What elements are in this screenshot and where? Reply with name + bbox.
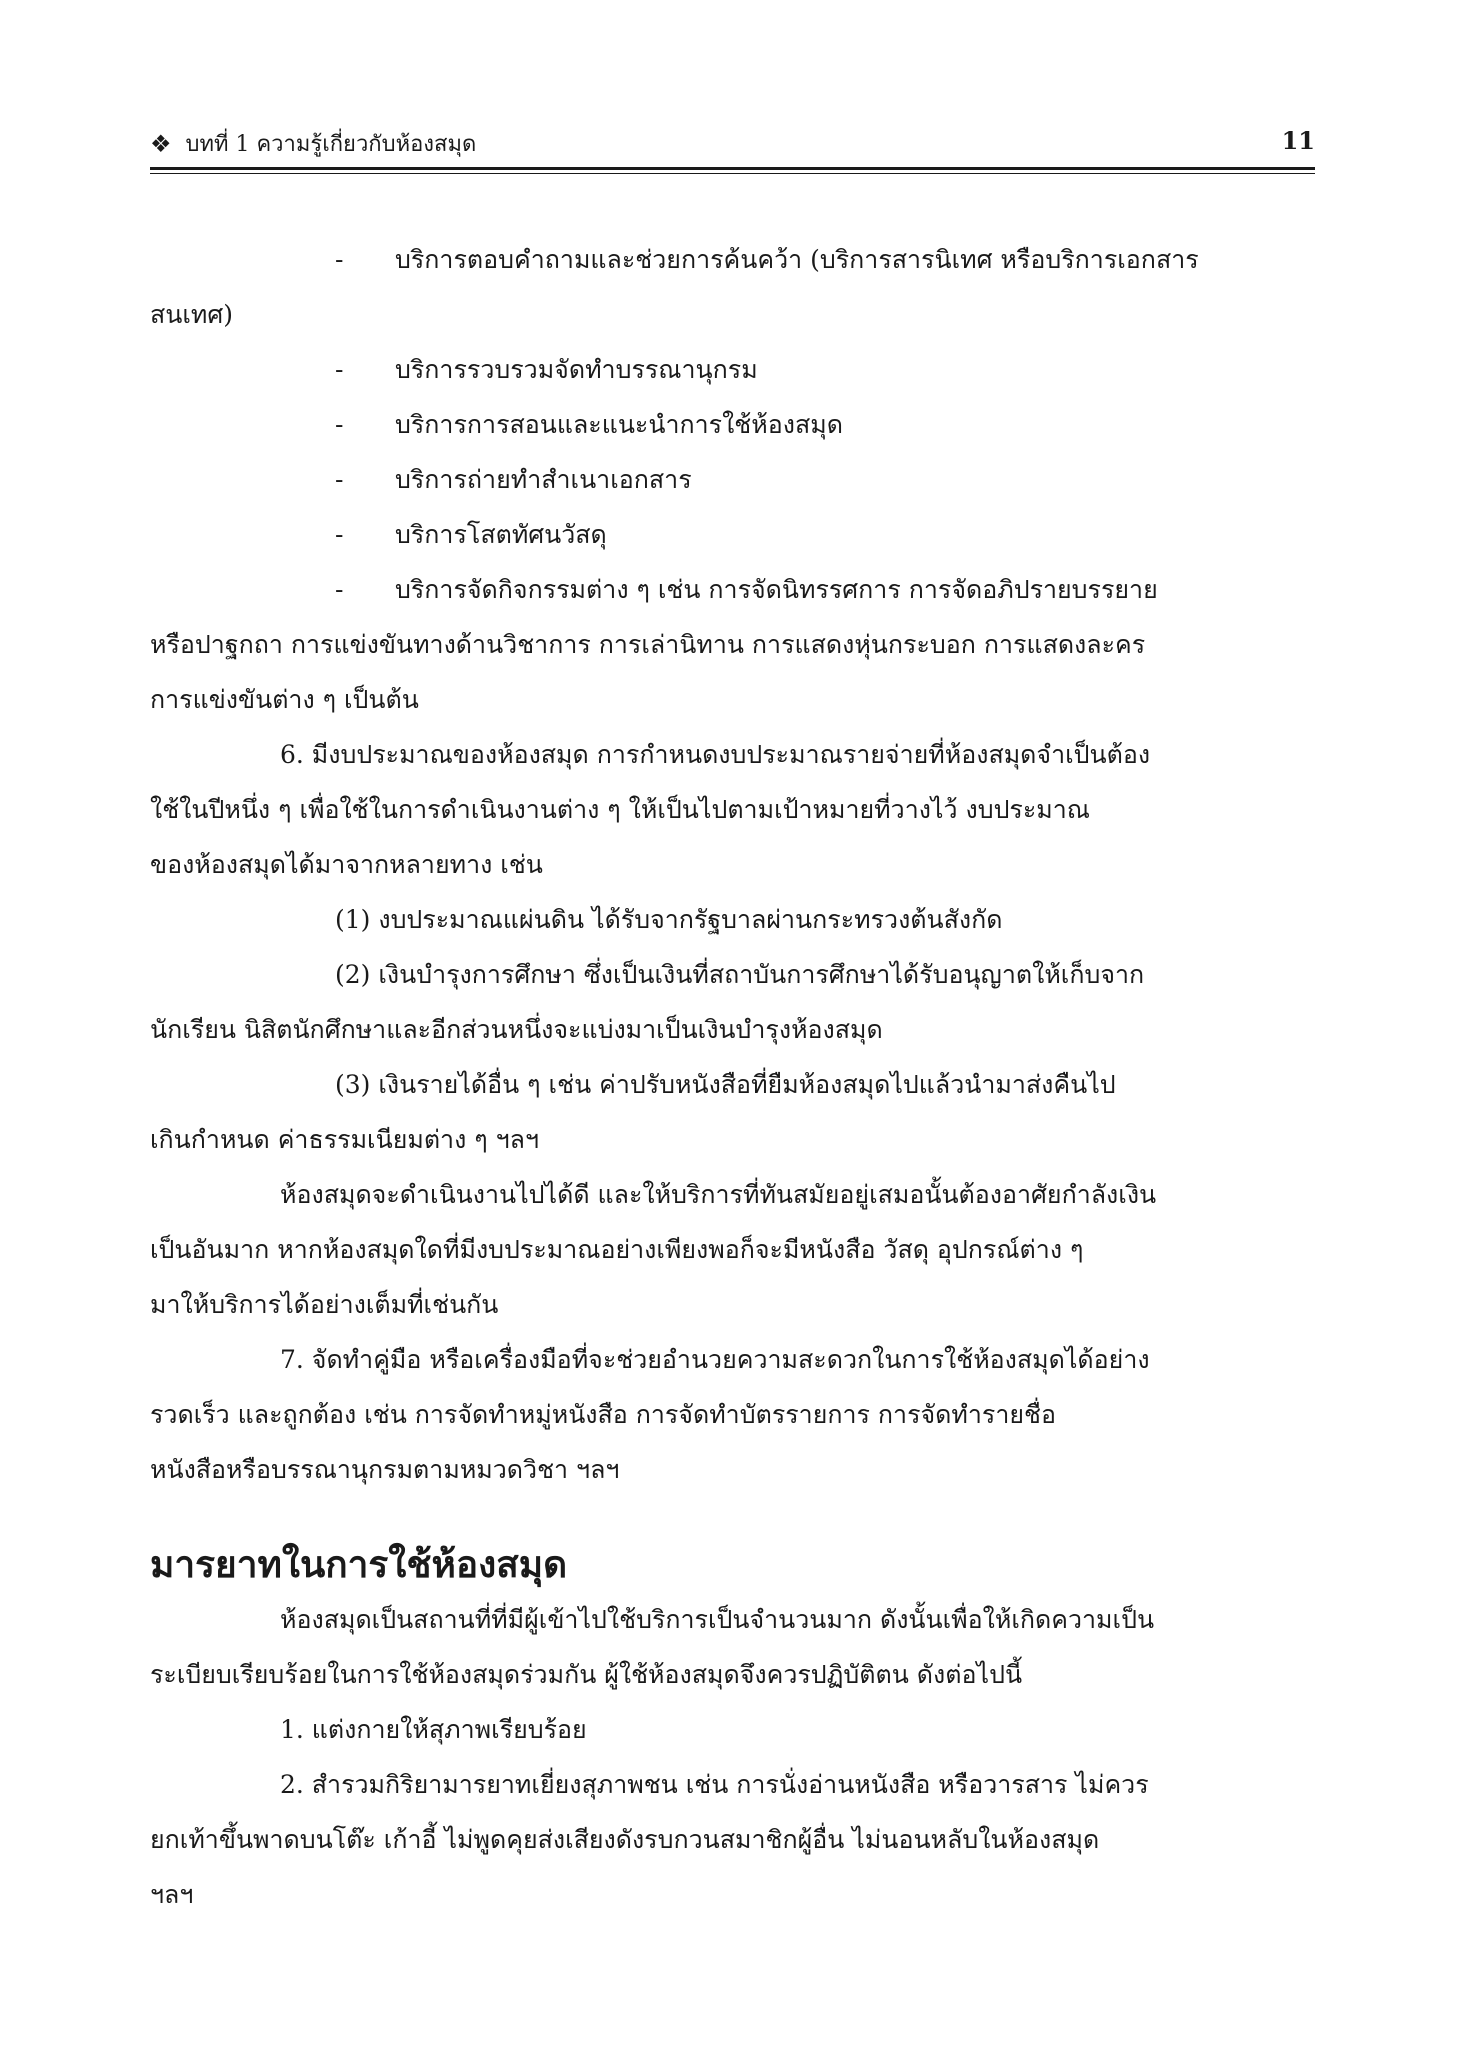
paragraph-line: หนังสือหรือบรรณานุกรมตามหมวดวิชา ฯลฯ [150, 1455, 620, 1484]
rule-item-line: ฯลฯ [150, 1880, 194, 1909]
list-item [150, 452, 1315, 507]
diamond-bullet-icon: ❖ [150, 129, 172, 158]
paragraph-line: 6. มีงบประมาณของห้องสมุด การกำหนดงบประมาณรายจ่ายที่ห้องสมุดจำเป็นต้อง [280, 740, 1151, 769]
paragraph-line: ใช้ในปีหนึ่ง ๆ เพื่อใช้ในการดำเนินงานต่าง ๆ ให้เป็นไปตามเป้าหมายที่วางไว้ งบประมาณ [150, 795, 1091, 824]
sub-item-line: (2) เงินบำรุงการศึกษา ซึ่งเป็นเงินที่สถาบันการศึกษาได้รับอนุญาตให้เก็บจาก [335, 960, 1145, 989]
dash-bullet: - [335, 410, 344, 439]
sub-item-line: (1) งบประมาณแผ่นดิน ได้รับจากรัฐบาลผ่านกระทรวงต้นสังกัด [335, 905, 1003, 934]
paragraph-line: เป็นอันมาก หากห้องสมุดใดที่มีงบประมาณอย่างเพียงพอก็จะมีหนังสือ วัสดุ อุปกรณ์ต่าง ๆ [150, 1235, 1084, 1264]
sub-item-line: นักเรียน นิสิตนักศึกษาและอีกส่วนหนึ่งจะแบ่งมาเป็นเงินบำรุงห้องสมุด [150, 1015, 883, 1044]
rule-item-line: 2. สำรวมกิริยามารยาทเยี่ยงสุภาพชน เช่น การนั่งอ่านหนังสือ หรือวารสาร ไม่ควร [280, 1770, 1149, 1799]
section-heading: มารยาทในการใช้ห้องสมุด [150, 1543, 568, 1586]
sub-item-line: (3) เงินรายได้อื่น ๆ เช่น ค่าปรับหนังสือที่ยืมห้องสมุดไปแล้วนำมาส่งคืนไป [335, 1070, 1116, 1099]
list-item-continuation: การแข่งขันต่าง ๆ เป็นต้น [150, 685, 419, 714]
paragraph-line: ห้องสมุดเป็นสถานที่ที่มีผู้เข้าไปใช้บริการเป็นจำนวนมาก ดังนั้นเพื่อให้เกิดความเป็น [280, 1605, 1155, 1634]
list-item-text: บริการถ่ายทำสำเนาเอกสาร [395, 465, 692, 494]
running-header [150, 126, 476, 161]
sub-item-line: เกินกำหนด ค่าธรรมเนียมต่าง ๆ ฯลฯ [150, 1125, 540, 1154]
dash-bullet: - [335, 465, 344, 494]
dash-bullet: - [335, 355, 344, 384]
header-rule-thick [150, 167, 1315, 170]
page-number: 11 [1281, 126, 1315, 155]
dash-bullet: - [335, 575, 344, 604]
list-item-text: บริการการสอนและแนะนำการใช้ห้องสมุด [395, 410, 843, 439]
list-item [150, 507, 1315, 562]
body-text [150, 232, 1315, 1922]
paragraph-line: ของห้องสมุดได้มาจากหลายทาง เช่น [150, 850, 543, 879]
list-item [150, 562, 1315, 617]
header-rule-thin [150, 173, 1315, 174]
paragraph-line: 7. จัดทำคู่มือ หรือเครื่องมือที่จะช่วยอำนวยความสะดวกในการใช้ห้องสมุดได้อย่าง [280, 1345, 1150, 1374]
list-item-text: บริการรวบรวมจัดทำบรรณานุกรม [395, 355, 758, 384]
list-item [150, 397, 1315, 452]
list-item [150, 342, 1315, 397]
chapter-title: บทที่ 1 ความรู้เกี่ยวกับห้องสมุด [185, 132, 477, 157]
paragraph-line: ห้องสมุดจะดำเนินงานไปได้ดี และให้บริการที่ทันสมัยอยู่เสมอนั้นต้องอาศัยกำลังเงิน [280, 1180, 1157, 1209]
list-item [150, 232, 1315, 287]
list-item-continuation: หรือปาฐกถา การแข่งขันทางด้านวิชาการ การเล่านิทาน การแสดงหุ่นกระบอก การแสดงละคร [150, 630, 1146, 659]
dash-bullet: - [335, 520, 344, 549]
dash-bullet: - [335, 245, 344, 274]
list-item-text: บริการตอบคำถามและช่วยการค้นคว้า (บริการสารนิเทศ หรือบริการเอกสาร [395, 245, 1199, 274]
list-item-text: บริการโสตทัศนวัสดุ [395, 520, 607, 549]
rule-item-line: ยกเท้าขึ้นพาดบนโต๊ะ เก้าอี้ ไม่พูดคุยส่งเสียงดังรบกวนสมาชิกผู้อื่น ไม่นอนหลับในห้องสมุด [150, 1825, 1100, 1854]
list-item-continuation: สนเทศ) [150, 300, 233, 329]
rule-item-line: 1. แต่งกายให้สุภาพเรียบร้อย [280, 1715, 587, 1744]
list-item-text: บริการจัดกิจกรรมต่าง ๆ เช่น การจัดนิทรรศการ การจัดอภิปรายบรรยาย [395, 575, 1158, 604]
paragraph-line: ระเบียบเรียบร้อยในการใช้ห้องสมุดร่วมกัน ผู้ใช้ห้องสมุดจึงควรปฏิบัติตน ดังต่อไปนี้ [150, 1660, 1023, 1689]
paragraph-line: มาให้บริการได้อย่างเต็มที่เช่นกัน [150, 1290, 499, 1319]
paragraph-line: รวดเร็ว และถูกต้อง เช่น การจัดทำหมู่หนังสือ การจัดทำบัตรรายการ การจัดทำรายชื่อ [150, 1400, 1057, 1429]
page-header [150, 118, 1315, 168]
